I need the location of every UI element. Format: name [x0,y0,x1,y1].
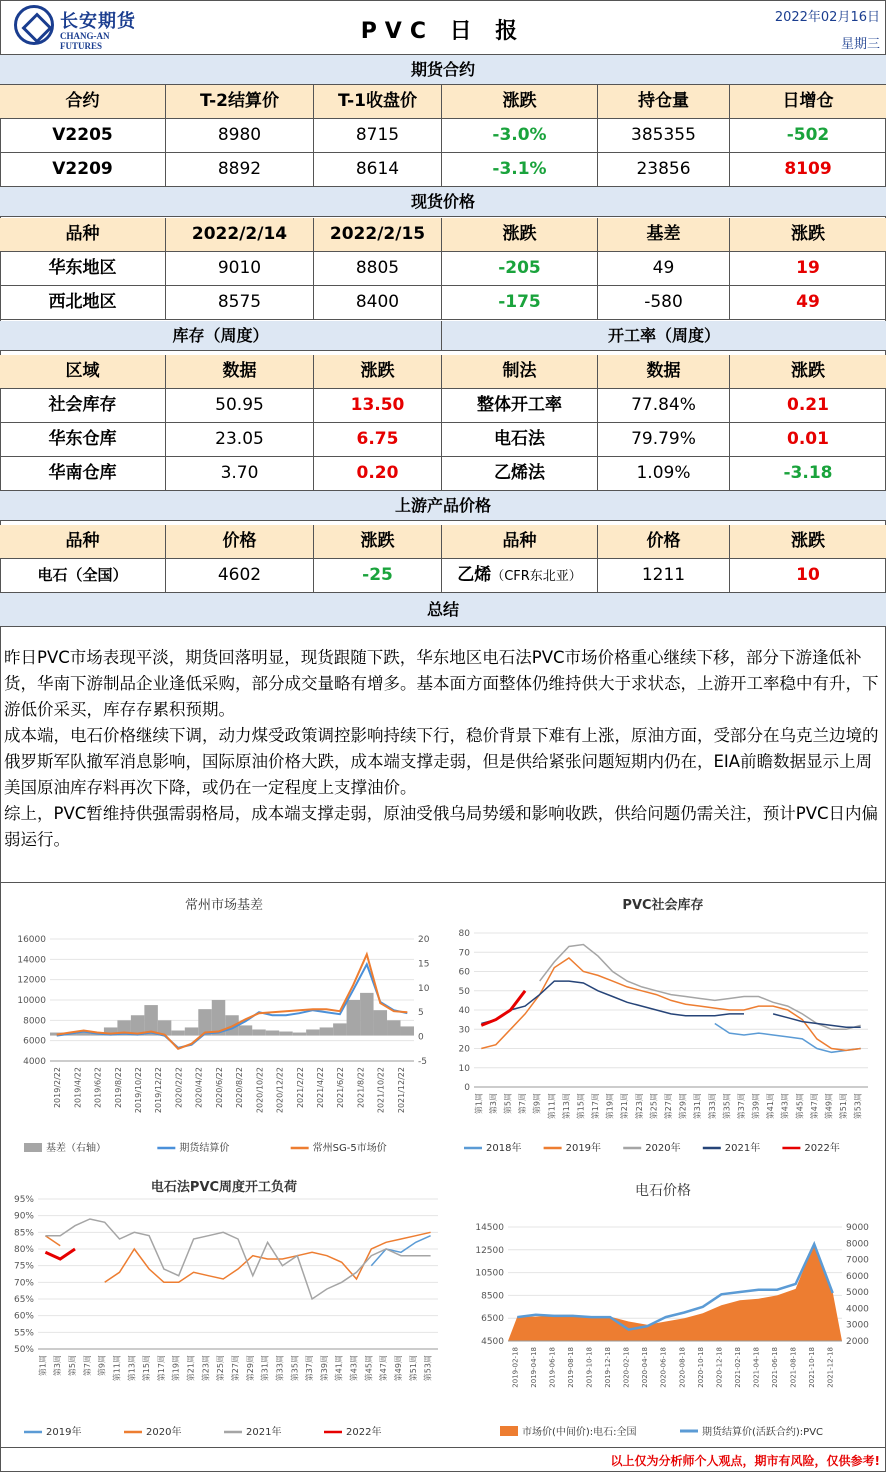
basis-bar [320,1027,333,1035]
x-tick-label: 第17周 [156,1355,166,1382]
calcium-carbide-name: 电石（全国） [0,559,166,592]
ethylene-name: 乙烯 [457,565,492,585]
region-name: 西北地区 [0,286,166,319]
y-right-tick-label: 10 [418,983,430,994]
legend-label: 常州SG-5市场价 [312,1143,387,1154]
y-tick-label: 55% [13,1328,34,1339]
x-tick-label: 第9周 [97,1355,107,1377]
y-tick-label: 80% [13,1245,34,1255]
x-tick-label: 第47周 [809,1093,819,1120]
x-tick-label: 第31周 [693,1093,703,1120]
x-tick-label: 第17周 [591,1093,601,1120]
operating-rate-chart [4,1173,444,1445]
x-tick-label: 第19周 [605,1093,615,1120]
y-tick-label: 4000 [23,1057,46,1067]
futures-col-t2: T-2结算价 [166,85,314,118]
x-tick-label: 2020/12/22 [275,1067,285,1114]
table-row [0,559,886,593]
footer [0,1447,886,1472]
y-tick-label: 12500 [475,1245,504,1256]
y-tick-label: 6500 [481,1314,504,1325]
y-right-tick-label: 4000 [846,1304,869,1315]
inv-col-change: 涨跌 [314,355,442,388]
summary-body [4,645,882,853]
x-tick-label: 第21周 [186,1355,196,1382]
x-tick-label: 2019-02-18 [511,1347,520,1388]
logo-en-text: CHANG-AN FUTURES [60,31,110,51]
up-col-price2: 价格 [598,525,730,558]
basis-change: 19 [796,258,820,278]
t1-close: 8614 [314,153,442,186]
x-tick-label: 第41周 [334,1355,344,1382]
ethylene-cell [442,559,598,592]
x-tick-label: 2020/8/22 [235,1067,245,1109]
y-tick-label: 70 [458,948,470,959]
x-tick-label: 2019/12/22 [154,1067,164,1114]
y-tick-label: 10000 [17,996,46,1006]
legend-label: 2022年 [346,1427,382,1438]
up-col-change1: 涨跌 [314,525,442,558]
open-interest: 385355 [598,119,730,152]
op-col-method: 制法 [442,355,598,388]
spot-col-change: 涨跌 [442,218,598,251]
x-tick-label: 2019-08-18 [566,1347,575,1388]
legend-label: 2021年 [246,1427,282,1438]
basis-bar [306,1029,319,1035]
inventory-header-row [0,355,886,389]
chart-title: PVC社会库存 [622,898,704,913]
price-change: -205 [442,252,598,285]
legend-label: 2019年 [46,1427,82,1438]
spot-section-title: 现货价格 [0,187,886,217]
basis-change: 49 [796,292,820,312]
x-tick-label: 2020-12-18 [715,1347,724,1388]
price-change: -175 [442,286,598,319]
x-tick-label: 第21周 [620,1093,630,1120]
x-tick-label: 第7周 [518,1093,528,1115]
ethylene-change: 10 [796,565,820,585]
price-day1: 9010 [166,252,314,285]
y-tick-label: 14000 [17,955,46,966]
legend-label: 2021年 [724,1143,761,1154]
calcium-carbide-price: 4602 [166,559,314,592]
x-tick-label: 2021-04-18 [752,1347,761,1388]
x-tick-label: 2021/12/22 [396,1067,406,1114]
table-row [0,389,886,423]
x-tick-label: 2019/10/22 [134,1067,143,1114]
x-tick-label: 2020-04-18 [641,1347,650,1388]
spot-col-basis-change: 涨跌 [791,224,825,244]
summary-paragraph-1: 昨日PVC市场表现平淡，期货回落明显，现货跟随下跌，华东地区电石法PVC市场价格重心继续下移，部分下游逢低补货，华南下游制品企业逢低采购，部分成交量略有增多。基本面方面整体仍维持供大于求状态，上游开工率稳中有升，下游低价采买，库存存累积预期。 [4,648,879,719]
price-change: -3.1% [442,153,598,186]
x-tick-label: 2019/8/22 [113,1067,123,1109]
x-tick-label: 第43周 [349,1355,359,1382]
y-right-tick-label: 2000 [846,1337,869,1347]
x-tick-label: 第23周 [201,1355,211,1382]
region-name: 华东地区 [0,252,166,285]
basis-bar [293,1033,306,1036]
y-tick-label: 90% [13,1211,34,1222]
y-tick-label: 6000 [23,1036,46,1047]
x-tick-label: 2021-02-18 [733,1347,742,1388]
y-right-tick-label: -5 [418,1057,427,1067]
contract-name: V2209 [0,153,166,186]
x-tick-label: 第11周 [547,1093,557,1120]
basis-bar [185,1027,198,1035]
y-right-tick-label: 7000 [846,1255,869,1266]
x-tick-label: 2019/4/22 [73,1067,83,1109]
y-tick-label: 8000 [23,1016,46,1027]
x-tick-label: 2021/2/22 [295,1067,305,1109]
basis-bar [360,993,373,1036]
x-tick-label: 2020-02-18 [622,1347,631,1388]
x-tick-label: 2021-10-18 [808,1347,817,1388]
x-tick-label: 第1周 [38,1355,48,1377]
op-value: 77.84% [598,389,730,422]
report-weekday: 星期三 [840,37,880,52]
basis-bar [171,1031,184,1036]
futures-col-change: 涨跌 [442,85,598,118]
x-tick-label: 第45周 [795,1093,805,1120]
x-tick-label: 第23周 [634,1093,644,1120]
y-tick-label: 30 [458,1025,470,1036]
x-tick-label: 2019-06-18 [548,1347,557,1388]
summary-section-title: 总结 [0,593,886,627]
up-col-price1: 价格 [166,525,314,558]
charts-area [0,882,886,1447]
x-tick-label: 第7周 [82,1355,92,1377]
y-tick-label: 0 [464,1083,470,1093]
up-col-change2: 涨跌 [791,531,825,551]
legend-label: 期货结算价(活跃合约):PVC [702,1427,824,1438]
legend-label: 2020年 [645,1143,681,1154]
x-tick-label: 2019-04-18 [529,1347,538,1388]
spot-col-basis: 基差 [598,218,730,251]
y-tick-label: 75% [13,1261,34,1272]
legend-swatch [500,1426,518,1436]
table-row [0,457,886,491]
futures-col-contract: 合约 [0,85,166,118]
t2-settle: 8892 [166,153,314,186]
x-tick-label: 第35周 [290,1355,300,1382]
x-tick-label: 第29周 [245,1355,255,1382]
chart-title: 电石价格 [635,1183,691,1199]
x-tick-label: 第53周 [423,1355,433,1382]
legend-label: 基差（右轴） [46,1143,106,1154]
x-tick-label: 第39周 [751,1093,761,1120]
y-tick-label: 50 [458,986,470,997]
x-tick-label: 第3周 [53,1355,63,1377]
y-right-tick-label: 15 [418,959,430,970]
calcium-carbide-change: -25 [314,559,442,592]
y-tick-label: 40 [458,1006,470,1016]
oi-change: 8109 [784,159,832,179]
y-right-tick-label: 6000 [846,1271,869,1282]
x-tick-label: 第39周 [319,1355,329,1382]
spot-col-date2: 2022/2/15 [314,218,442,251]
x-tick-label: 第11周 [112,1355,122,1382]
y-right-tick-label: 9000 [846,1223,869,1233]
table-row [0,119,886,153]
futures-section-title: 期货合约 [0,55,886,85]
y-tick-label: 70% [13,1278,34,1289]
ethylene-price: 1211 [598,559,730,592]
logo-cn-text: 长安期货 [60,11,136,32]
basis-value: 49 [598,252,730,285]
op-method: 整体开工率 [442,389,598,422]
basis-bar [374,1010,387,1035]
y-tick-label: 4500 [481,1337,504,1347]
t1-close: 8715 [314,119,442,152]
y-tick-label: 10500 [475,1268,504,1279]
x-tick-label: 第49周 [824,1093,834,1120]
x-tick-label: 2021/4/22 [316,1067,325,1109]
legend-label: 2018年 [486,1143,522,1154]
y-tick-label: 16000 [17,935,46,945]
legend-label: 2022年 [804,1143,840,1154]
summary-paragraph-2: 成本端，电石价格继续下调，动力煤受政策调控影响持续下行，稳价背景下难有上涨，原油方面，受部分在乌克兰边境的俄罗斯军队撤军消息影响，国际原油价格大跌，成本端支撑走弱，但是供给紧张问题短期内仍在，EIA前瞻数据显示上周美国原油库存料再次下降，或仍在一定程度上支撑油价。 [4,726,879,797]
price-day2: 8805 [314,252,442,285]
x-tick-label: 2020-10-18 [696,1347,705,1388]
x-tick-label: 2019-12-18 [604,1347,613,1388]
y-tick-label: 60% [13,1311,34,1322]
op-value: 79.79% [598,423,730,456]
x-tick-label: 第51周 [408,1355,418,1382]
upstream-header-row [0,525,886,559]
x-tick-label: 2020/2/22 [174,1067,184,1109]
table-row [0,252,886,286]
table-row [0,153,886,187]
x-tick-label: 2019/6/22 [93,1067,103,1109]
x-tick-label: 第53周 [853,1093,863,1120]
report-date: 2022年02月16日 [774,10,880,25]
basis-bar [387,1020,400,1035]
x-tick-label: 第29周 [678,1093,688,1120]
operating-rate-section-title: 开工率（周度） [442,321,886,351]
x-tick-label: 第45周 [364,1355,374,1382]
x-tick-label: 2020/4/22 [194,1067,204,1109]
x-tick-label: 2019-10-18 [585,1347,594,1388]
table-row [0,423,886,457]
up-col-variety2: 品种 [442,525,598,558]
y-tick-label: 50% [13,1345,34,1355]
x-tick-label: 第41周 [766,1093,776,1120]
series-line-2 [540,945,861,1030]
basis-bar [239,1025,252,1035]
legend-label: 期货结算价 [179,1143,230,1154]
disclaimer: 以上仅为分析师个人观点，期市有风险，仅供参考! [610,1454,880,1468]
report-title: PVC 日 报 [360,19,526,44]
x-tick-label: 第1周 [474,1093,484,1115]
basis-chart [4,891,444,1161]
y-right-tick-label: 5 [418,1008,424,1019]
legend-label: 2020年 [146,1427,182,1438]
x-tick-label: 第37周 [736,1093,746,1120]
x-tick-label: 第51周 [839,1093,849,1120]
y-tick-label: 14500 [475,1223,504,1233]
x-tick-label: 第27周 [664,1093,673,1120]
spot-header-row [0,218,886,252]
x-tick-label: 第3周 [488,1093,498,1115]
y-tick-label: 80 [458,929,470,939]
op-col-change: 涨跌 [791,361,825,381]
y-right-tick-label: 5000 [846,1288,869,1299]
series-line-2 [45,1219,430,1299]
report-header [0,0,886,55]
x-tick-label: 第31周 [260,1355,270,1382]
x-tick-label: 第37周 [305,1355,315,1382]
spot-col-date1: 2022/2/14 [166,218,314,251]
x-tick-label: 2021/10/22 [376,1067,386,1114]
open-interest: 23856 [598,153,730,186]
x-tick-label: 第27周 [231,1355,240,1382]
y-right-tick-label: 8000 [846,1239,869,1250]
chart-title: 电石法PVC周度开工负荷 [150,1180,298,1195]
x-tick-label: 2020/6/22 [214,1067,224,1109]
x-tick-label: 2019/2/22 [53,1067,63,1109]
carbide-area [508,1243,842,1341]
x-tick-label: 2021-08-18 [789,1347,798,1388]
y-tick-label: 20 [458,1044,470,1055]
legend-swatch [24,1143,42,1152]
x-tick-label: 第15周 [142,1355,152,1382]
x-tick-label: 第13周 [127,1355,137,1382]
inv-col-data: 数据 [166,355,314,388]
up-col-variety1: 品种 [0,525,166,558]
social-inventory-chart [444,891,882,1161]
x-tick-label: 第19周 [171,1355,181,1382]
chart-title: 常州市场基差 [184,898,264,913]
spot-col-variety: 品种 [0,218,166,251]
x-tick-label: 第49周 [393,1355,403,1382]
x-tick-label: 第35周 [722,1093,732,1120]
price-change: -3.0% [442,119,598,152]
summary-paragraph-3: 综上，PVC暂维持供强需弱格局，成本端支撑走弱，原油受俄乌局势缓和影响收跌，供给问题仍需关注，预计PVC日内偏弱运行。 [4,804,879,849]
y-tick-label: 12000 [17,975,46,986]
x-tick-label: 第25周 [216,1355,226,1382]
inv-value: 23.05 [166,423,314,456]
inv-region: 社会库存 [0,389,166,422]
y-tick-label: 65% [13,1295,34,1305]
x-tick-label: 2020/10/22 [255,1067,265,1114]
upstream-section-title: 上游产品价格 [0,491,886,521]
y-tick-label: 10 [458,1063,470,1074]
x-tick-label: 2021-12-18 [826,1347,835,1388]
oi-change: -502 [786,125,830,145]
inv-value: 3.70 [166,457,314,490]
table-row [0,286,886,320]
series-line-3 [45,1249,75,1259]
inv-change: 6.75 [314,423,442,456]
carbide-price-chart [444,1173,882,1445]
inventory-section-title: 库存（周度） [0,321,442,351]
x-tick-label: 2021-06-18 [771,1347,780,1388]
x-tick-label: 第5周 [503,1093,513,1115]
basis-value: -580 [598,286,730,319]
basis-bar [266,1031,279,1036]
contract-name: V2205 [0,119,166,152]
inv-value: 50.95 [166,389,314,422]
op-method: 电石法 [442,423,598,456]
op-change: -3.18 [783,463,833,483]
op-method: 乙烯法 [442,457,598,490]
inv-col-region: 区域 [0,355,166,388]
basis-bar [252,1029,265,1035]
x-tick-label: 第25周 [649,1093,659,1120]
x-tick-label: 第33周 [707,1093,717,1120]
legend-label: 2019年 [565,1143,602,1154]
price-day2: 8400 [314,286,442,319]
futures-col-t1: T-1收盘价 [314,85,442,118]
basis-bar [347,1000,360,1036]
futures-col-oi-change: 日增仓 [782,91,834,111]
ethylene-note: （CFR东北亚） [491,569,582,584]
op-value: 1.09% [598,457,730,490]
x-tick-label: 第5周 [68,1355,78,1377]
op-col-data: 数据 [598,355,730,388]
inv-region: 华东仓库 [0,423,166,456]
y-right-tick-label: 0 [418,1032,424,1043]
x-tick-label: 第15周 [576,1093,586,1120]
x-tick-label: 第13周 [561,1093,571,1120]
x-tick-label: 2021/8/22 [356,1067,366,1109]
inv-region: 华南仓库 [0,457,166,490]
y-tick-label: 95% [13,1195,34,1205]
x-tick-label: 2020-08-18 [678,1347,687,1388]
basis-bar [401,1026,414,1035]
series-line-0 [371,1236,430,1266]
y-right-tick-label: 20 [418,935,430,945]
y-tick-label: 8500 [481,1291,504,1302]
x-tick-label: 2021/6/22 [336,1067,346,1109]
x-tick-label: 第43周 [780,1093,790,1120]
y-right-tick-label: 3000 [846,1320,869,1331]
futures-header-row [0,85,886,119]
x-tick-label: 第9周 [532,1093,542,1115]
y-tick-label: 60 [458,967,470,978]
op-change: 0.21 [787,395,829,415]
basis-bar [333,1023,346,1035]
t2-settle: 8980 [166,119,314,152]
x-tick-label: 第47周 [379,1355,389,1382]
basis-bar [279,1032,292,1036]
price-day1: 8575 [166,286,314,319]
legend-label: 市场价(中间价):电石:全国 [522,1427,637,1438]
inv-change: 0.20 [314,457,442,490]
y-tick-label: 85% [13,1228,34,1239]
futures-col-oi: 持仓量 [598,85,730,118]
inv-change: 13.50 [314,389,442,422]
series-line-0 [715,1024,861,1053]
op-change: 0.01 [787,429,829,449]
x-tick-label: 2020-06-18 [659,1347,668,1388]
x-tick-label: 第33周 [275,1355,285,1382]
